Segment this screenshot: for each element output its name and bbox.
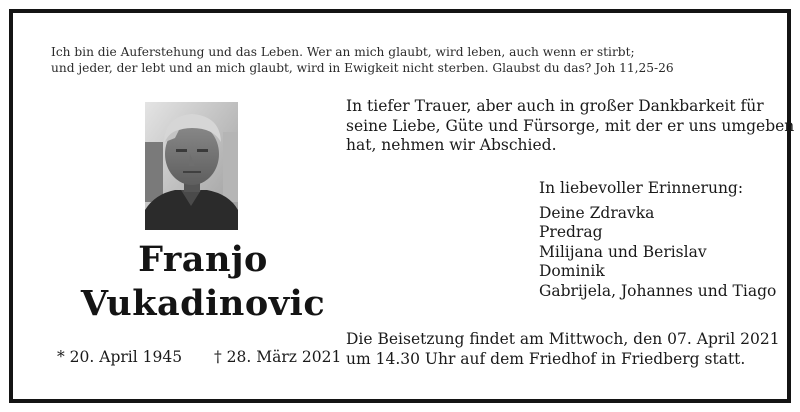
remembrance-heading: In liebevoller Erinnerung: — [539, 179, 744, 197]
mourner-name: Predrag — [539, 223, 603, 241]
mourner-name: Dominik — [539, 262, 605, 280]
portrait-photo — [145, 102, 238, 230]
last-name: Vukadinovic — [80, 283, 326, 324]
funeral-details-line-1: Die Beisetzung findet am Mittwoch, den 07. April 2021 — [346, 330, 780, 348]
birth-date: * 20. April 1945 — [57, 348, 183, 366]
funeral-details-line-2: um 14.30 Uhr auf dem Friedhof in Friedberg statt. — [346, 349, 746, 368]
mourning-text-line-1: In tiefer Trauer, aber auch in großer Dankbarkeit für — [346, 97, 764, 115]
remembrance-block — [539, 179, 776, 301]
mourner-name: Deine Zdravka — [539, 203, 655, 222]
bible-verse-line-2: und jeder, der lebt und an mich glaubt, wird in Ewigkeit nicht sterben. Glaubst du das? Joh 11,25-26 — [51, 61, 674, 75]
mourner-name: Milijana und Berislav — [539, 242, 707, 261]
death-date: † 28. März 2021 — [214, 348, 342, 366]
bible-verse-line-1: Ich bin die Auferstehung und das Leben. Wer an mich glaubt, wird leben, auch wenn er stirbt; — [51, 45, 635, 59]
mourning-text — [346, 97, 794, 156]
mourning-text-line-2: seine Liebe, Güte und Fürsorge, mit der er uns umgeben — [346, 116, 795, 135]
first-name: Franjo — [138, 239, 268, 280]
obituary-notice — [9, 9, 795, 403]
funeral-details — [346, 330, 780, 369]
mourner-name: Gabrijela, Johannes und Tiago — [539, 281, 777, 300]
bible-verse — [51, 44, 751, 76]
deceased-name — [33, 238, 373, 326]
mourning-text-line-3: hat, nehmen wir Abschied. — [346, 136, 557, 154]
